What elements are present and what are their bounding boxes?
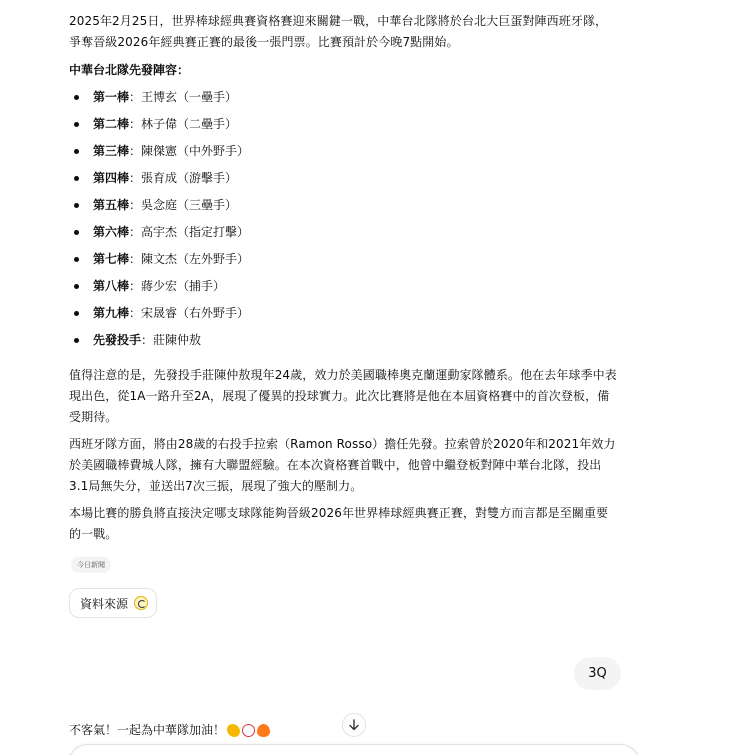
lineup-slot-label: 第七棒 bbox=[93, 252, 130, 266]
bullet-icon bbox=[74, 311, 79, 316]
news-chip[interactable]: 今日新聞 bbox=[71, 557, 111, 573]
lineup-slot-label: 第八棒 bbox=[93, 279, 130, 293]
sources-button[interactable] bbox=[69, 588, 157, 618]
lineup-player: ：高宇杰（指定打擊） bbox=[129, 225, 250, 239]
lineup-slot-label: 第一棒 bbox=[93, 90, 130, 104]
baseball-icon bbox=[242, 724, 255, 737]
lineup-slot-label: 第四棒 bbox=[93, 171, 130, 185]
lineup-slot-label: 第五棒 bbox=[93, 198, 130, 212]
lineup-slot-label: 第二棒 bbox=[93, 117, 130, 131]
bullet-icon bbox=[74, 95, 79, 100]
bullet-icon bbox=[74, 257, 79, 262]
bullet-icon bbox=[74, 149, 79, 154]
spain-paragraph: 西班牙隊方面，將由28歲的右投手拉索（Ramon Rosso）擔任先發。拉索曾於2020年和2021年效力於美國職棒費城人隊，擁有大聯盟經驗。在本次資格賽首戰中，他曾中繼登板對陣中華台北隊，投出3.1局無失分，並送出7次三振，展現了強大的壓制力。 bbox=[69, 437, 616, 493]
lineup-player: ：蔣少宏（捕手） bbox=[129, 279, 226, 293]
lineup-slot-label: 第六棒 bbox=[93, 225, 130, 239]
flexed-biceps-icon bbox=[227, 724, 240, 737]
lineup-player: ：吳念庭（三壘手） bbox=[129, 198, 238, 212]
lineup-item bbox=[69, 222, 249, 249]
lineup-player: ：林子偉（二壘手） bbox=[129, 117, 238, 131]
lineup-item bbox=[69, 303, 249, 330]
lineup-player: ：陳文杰（左外野手） bbox=[129, 252, 250, 266]
lineup-slot-label: 第九棒 bbox=[93, 306, 130, 320]
bullet-icon bbox=[74, 284, 79, 289]
lineup-item bbox=[69, 168, 249, 195]
bullet-icon bbox=[74, 122, 79, 127]
bullet-icon bbox=[74, 230, 79, 235]
lineup-item bbox=[69, 87, 249, 114]
conclusion-paragraph: 本場比賽的勝負將直接決定哪支球隊能夠晉級2026年世界棒球經典賽正賽，對雙方而言都是至關重要的一戰。 bbox=[69, 506, 609, 541]
user-message-bubble: 3Q bbox=[574, 657, 621, 690]
lineup-item bbox=[69, 141, 249, 168]
lineup-list bbox=[69, 87, 249, 357]
fire-icon bbox=[257, 724, 270, 737]
message-composer[interactable] bbox=[68, 744, 640, 755]
bullet-icon bbox=[74, 338, 79, 343]
lineup-player: ：莊陳仲敖 bbox=[141, 333, 202, 347]
lineup-player: ：張育成（游擊手） bbox=[129, 171, 238, 185]
lineup-player: ：宋晟睿（右外野手） bbox=[129, 306, 250, 320]
news-source-icon bbox=[134, 596, 148, 610]
bullet-icon bbox=[74, 176, 79, 181]
lineup-item bbox=[69, 276, 249, 303]
lineup-item bbox=[69, 330, 249, 357]
lineup-heading: 中華台北隊先發陣容： bbox=[69, 63, 190, 77]
arrow-down-icon bbox=[348, 719, 360, 731]
lineup-item bbox=[69, 114, 249, 141]
lineup-slot-label: 先發投手 bbox=[93, 333, 142, 347]
pitcher-paragraph: 值得注意的是，先發投手莊陳仲敖現年24歲，效力於美國職棒奧克蘭運動家隊體系。他在去年球季中表現出色，從1A一路升至2A，展現了優異的投球實力。此次比賽將是他在本屆資格賽中的首次登板，備受期待。 bbox=[69, 368, 617, 424]
lineup-item bbox=[69, 195, 249, 222]
sources-label: 資料來源 bbox=[80, 596, 129, 611]
intro-paragraph: 2025年2月25日，世界棒球經典賽資格賽迎來關鍵一戰，中華台北隊將於台北大巨蛋對陣西班牙隊，爭奪晉級2026年經典賽正賽的最後一張門票。比賽預計於今晚7點開始。 bbox=[69, 14, 608, 49]
bullet-icon bbox=[74, 203, 79, 208]
scroll-to-bottom-button[interactable] bbox=[342, 713, 366, 737]
reply-text: 不客氣！一起為中華隊加油！ bbox=[69, 723, 226, 737]
assistant-reply bbox=[69, 720, 270, 740]
lineup-slot-label: 第三棒 bbox=[93, 144, 130, 158]
lineup-player: ：王博玄（一壘手） bbox=[129, 90, 238, 104]
lineup-item bbox=[69, 249, 249, 276]
lineup-player: ：陳傑憲（中外野手） bbox=[129, 144, 250, 158]
